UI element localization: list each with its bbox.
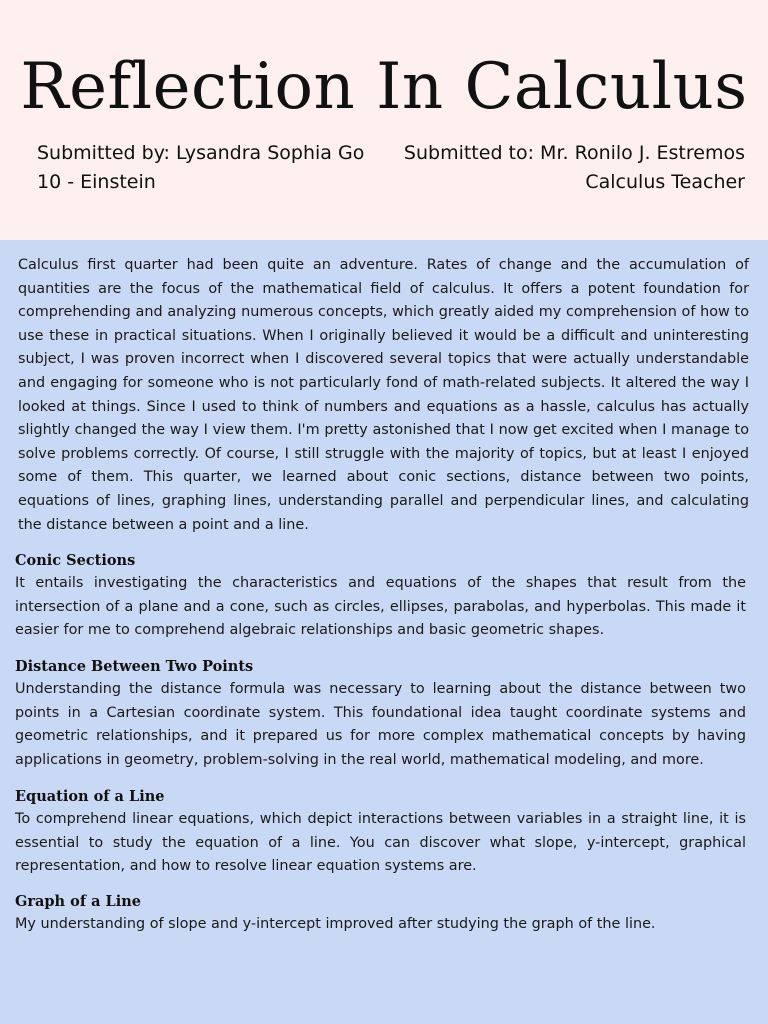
section-graph-of-a-line (15, 891, 746, 937)
section-conic-sections (15, 550, 746, 643)
header-band (0, 0, 768, 240)
section-distance-between-two-points (15, 656, 746, 772)
page-title: Reflection In Calculus (20, 50, 748, 124)
section-heading: Equation of a Line (15, 788, 165, 805)
section-heading: Graph of a Line (15, 893, 142, 910)
class-section: 10 - Einstein (37, 171, 156, 193)
section-text: My understanding of slope and y-intercept improved after studying the graph of the line. (15, 916, 656, 932)
section-text: It entails investigating the characteristics and equations of the shapes that result from the intersection of a plane and a cone, such as circles, ellipses, parabolas, and hyperbolas. This made it easier for me to comprehend algebraic relationships and basic geometric shapes. (15, 575, 746, 639)
submitted-by: Submitted by: Lysandra Sophia Go (37, 142, 365, 164)
section-text: Understanding the distance formula was necessary to learning about the distance between two points in a Cartesian coordinate system. This foundational idea taught coordinate systems and geometric relationships, and it prepared us for more complex mathematical concepts by having applications in geometry, problem-solving in the real world, mathematical modeling, and more. (15, 681, 746, 768)
section-equation-of-a-line (15, 786, 746, 879)
section-heading: Distance Between Two Points (15, 658, 254, 675)
content-area (0, 240, 768, 1024)
teacher-role: Calculus Teacher (585, 171, 745, 193)
intro-paragraph: Calculus first quarter had been quite an adventure. Rates of change and the accumulation of quantities are the focus of the mathematical field of calculus. It offers a potent foundation for comprehending and analyzing numerous concepts, which greatly aided my comprehension of how to use these in practical situations. When I originally believed it would be a difficult and uninteresting subject, I was proven incorrect when I discovered several topics that were actually understandable and engaging for someone who is not particularly fond of math-related subjects. It altered the way I looked at things. Since I used to think of numbers and equations as a hassle, calculus has actually slightly changed the way I view them. I'm pretty astonished that I now get excited when I manage to solve problems correctly. Of course, I still struggle with the majority of topics, but at least I enjoyed some of them. This quarter, we learned about conic sections, distance between two points, equations of lines, graphing lines, understanding parallel and perpendicular lines, and calculating the distance between a point and a line. (18, 257, 749, 533)
section-heading: Conic Sections (15, 552, 136, 569)
submitted-to-block (404, 139, 745, 197)
section-text: To comprehend linear equations, which depict interactions between variables in a straight line, it is essential to study the equation of a line. You can discover what slope, y-intercept, graphical representation, and how to resolve linear equation systems are. (15, 811, 746, 875)
submitted-by-block (37, 139, 364, 197)
submitted-to: Submitted to: Mr. Ronilo J. Estremos (403, 142, 745, 164)
